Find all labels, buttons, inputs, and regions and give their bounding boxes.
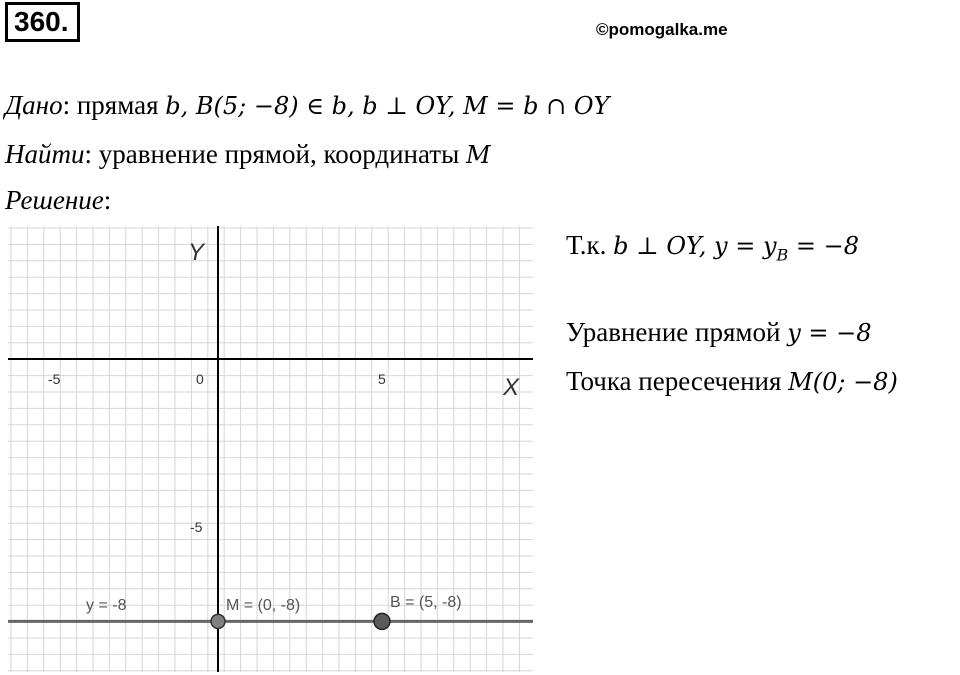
given-label: Дано xyxy=(5,90,63,120)
solution-line: Решение: xyxy=(5,185,112,215)
watermark: ©pomogalka.me xyxy=(596,20,728,39)
point-m-label: M = (0, -8) xyxy=(226,597,301,614)
find-label: Найти xyxy=(5,139,85,169)
reasoning-line: Т.к. b ⊥ OY, $y = y_B = -8$ xyxy=(566,230,860,265)
tick-label-x-5: 5 xyxy=(378,371,386,387)
given-line: Дано: прямая b, B(5; −8) ∈ b, b ⊥ OY, M = b ∩ OY xyxy=(5,90,610,120)
equation-line: Уравнение прямой y = −8 xyxy=(566,317,872,347)
tick-label-origin: 0 xyxy=(196,371,204,387)
intersection-line: Точка пересечения M(0; −8) xyxy=(566,366,898,396)
point-b xyxy=(374,613,390,629)
line-label: y = -8 xyxy=(86,597,127,614)
given-text: прямая xyxy=(76,90,166,120)
point-m xyxy=(211,614,225,628)
tick-label-x-neg5: -5 xyxy=(48,371,61,387)
point-b-label: B = (5, -8) xyxy=(390,594,462,611)
tick-label-y-neg5: -5 xyxy=(190,519,203,535)
given-math: b, B(5; −8) ∈ b, b ⊥ OY, M = b ∩ OY xyxy=(165,92,610,120)
find-line: Найти: уравнение прямой, координаты M xyxy=(5,139,491,169)
x-axis-label: X xyxy=(503,374,520,401)
y-axis-label: Y xyxy=(188,239,205,266)
find-math: M xyxy=(465,141,491,169)
solution-label: Решение xyxy=(5,185,104,215)
problem-number: 360. xyxy=(5,2,80,42)
find-text: уравнение прямой, координаты xyxy=(98,139,466,169)
